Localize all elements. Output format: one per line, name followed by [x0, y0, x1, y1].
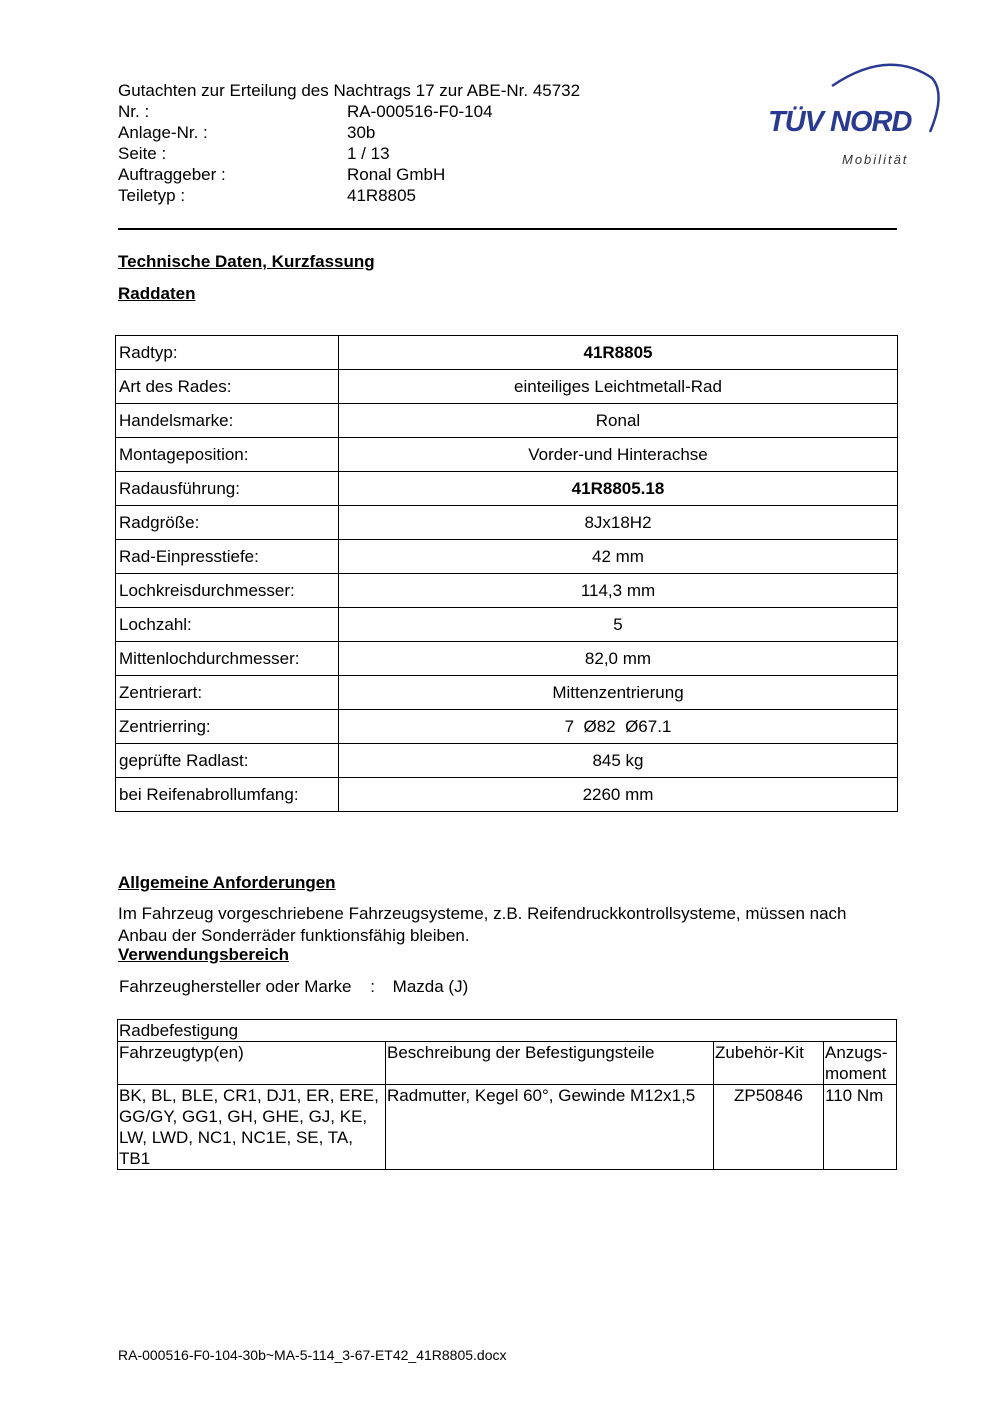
row-value: 845 kg: [339, 744, 898, 778]
row-label: Radgröße:: [116, 506, 339, 540]
row-label: Radtyp:: [116, 336, 339, 370]
header-value: 1 / 13: [347, 144, 390, 163]
row-label: Zentrierring:: [116, 710, 339, 744]
header-value: Ronal GmbH: [347, 165, 446, 184]
header-label: Auftraggeber :: [118, 165, 226, 184]
usage-heading: Verwendungsbereich: [118, 945, 289, 964]
table-row: [116, 370, 898, 404]
manufacturer-separator: :: [370, 977, 375, 996]
row-label: Zentrierart:: [116, 676, 339, 710]
column-header: Fahrzeugtyp(en): [118, 1042, 386, 1085]
document-header: [118, 80, 580, 206]
row-value: 2260 mm: [339, 778, 898, 812]
header-label: Teiletyp :: [118, 186, 186, 205]
header-row-seite: [118, 143, 580, 164]
table-row: [116, 778, 898, 812]
wheel-data-table: [115, 335, 898, 812]
row-value: einteiliges Leichtmetall-Rad: [339, 370, 898, 404]
vehicle-types-cell: BK, BL, BLE, CR1, DJ1, ER, ERE, GG/GY, GG1, GH, GHE, GJ, KE, LW, LWD, NC1, NC1E, SE, TA, TB1: [118, 1085, 386, 1170]
header-label: Nr. :: [118, 102, 150, 121]
row-value: 5: [339, 608, 898, 642]
column-header: Anzugs- moment: [824, 1042, 897, 1085]
row-label: Handelsmarke:: [116, 404, 339, 438]
torque-cell: 110 Nm: [824, 1085, 897, 1170]
table-row: [116, 744, 898, 778]
section-title: Technische Daten, Kurzfassung: [118, 252, 375, 271]
header-label: Anlage-Nr. :: [118, 123, 208, 142]
row-label: Rad-Einpresstiefe:: [116, 540, 339, 574]
header-value: 30b: [347, 123, 376, 142]
header-label: Seite :: [118, 144, 167, 163]
table-row: [116, 676, 898, 710]
manufacturer-line: [119, 977, 468, 997]
tuev-nord-logo: [760, 54, 945, 174]
row-label: Lochzahl:: [116, 608, 339, 642]
row-value: Vorder-und Hinterachse: [339, 438, 898, 472]
table-title: Radbefestigung: [118, 1020, 897, 1042]
table-row: [116, 506, 898, 540]
requirements-heading: Allgemeine Anforderungen: [118, 873, 336, 892]
row-value: 82,0 mm: [339, 642, 898, 676]
row-label: bei Reifenabrollumfang:: [116, 778, 339, 812]
header-divider: [118, 228, 897, 230]
wheel-fixing-table: [117, 1019, 897, 1170]
row-value: Mittenzentrierung: [339, 676, 898, 710]
row-value: 41R8805.18: [339, 472, 898, 506]
footer-filename: RA-000516-F0-104-30b~MA-5-114_3-67-ET42_41R8805.docx: [118, 1347, 507, 1363]
wheel-data-heading: Raddaten: [118, 284, 196, 303]
column-header: Beschreibung der Befestigungsteile: [386, 1042, 714, 1085]
table-row: [116, 608, 898, 642]
row-label: Montageposition:: [116, 438, 339, 472]
header-row-teiletyp: [118, 185, 580, 206]
row-label: Art des Rades:: [116, 370, 339, 404]
manufacturer-value: Mazda (J): [392, 977, 469, 996]
header-row-nr: [118, 101, 580, 122]
row-value: 114,3 mm: [339, 574, 898, 608]
row-label: Lochkreisdurchmesser:: [116, 574, 339, 608]
table-header-row: [118, 1042, 897, 1085]
row-value: 42 mm: [339, 540, 898, 574]
table-row: [116, 540, 898, 574]
table-row: [116, 404, 898, 438]
table-row: [116, 710, 898, 744]
requirements-text: Im Fahrzeug vorgeschriebene Fahrzeugsysteme, z.B. Reifendruckkontrollsysteme, müssen nach Anbau der Sonderräder funktionsfähig bleiben.: [118, 904, 847, 945]
row-label: Radausführung:: [116, 472, 339, 506]
header-row-anlage: [118, 122, 580, 143]
fixing-description-cell: Radmutter, Kegel 60°, Gewinde M12x1,5: [386, 1085, 714, 1170]
header-value: RA-000516-F0-104: [347, 102, 493, 121]
table-title-row: [118, 1020, 897, 1042]
manufacturer-label: Fahrzeughersteller oder Marke: [119, 977, 352, 996]
header-row-auftraggeber: [118, 164, 580, 185]
row-label: geprüfte Radlast:: [116, 744, 339, 778]
row-value: 7 Ø82 Ø67.1: [339, 710, 898, 744]
accessory-kit-cell: ZP50846: [714, 1085, 824, 1170]
table-row: [116, 472, 898, 506]
table-row: [116, 438, 898, 472]
report-title: Gutachten zur Erteilung des Nachtrags 17 zur ABE-Nr. 45732: [118, 81, 581, 100]
table-row: [116, 642, 898, 676]
row-value: 41R8805: [339, 336, 898, 370]
table-row: [118, 1085, 897, 1170]
table-row: [116, 574, 898, 608]
logo-subtitle: Mobilität: [842, 152, 909, 167]
row-value: 8Jx18H2: [339, 506, 898, 540]
header-value: 41R8805: [347, 186, 417, 205]
logo-brand: TÜV NORD: [768, 106, 912, 138]
row-label: Mittenlochdurchmesser:: [116, 642, 339, 676]
column-header: Zubehör-Kit: [714, 1042, 824, 1085]
row-value: Ronal: [339, 404, 898, 438]
table-row: [116, 336, 898, 370]
